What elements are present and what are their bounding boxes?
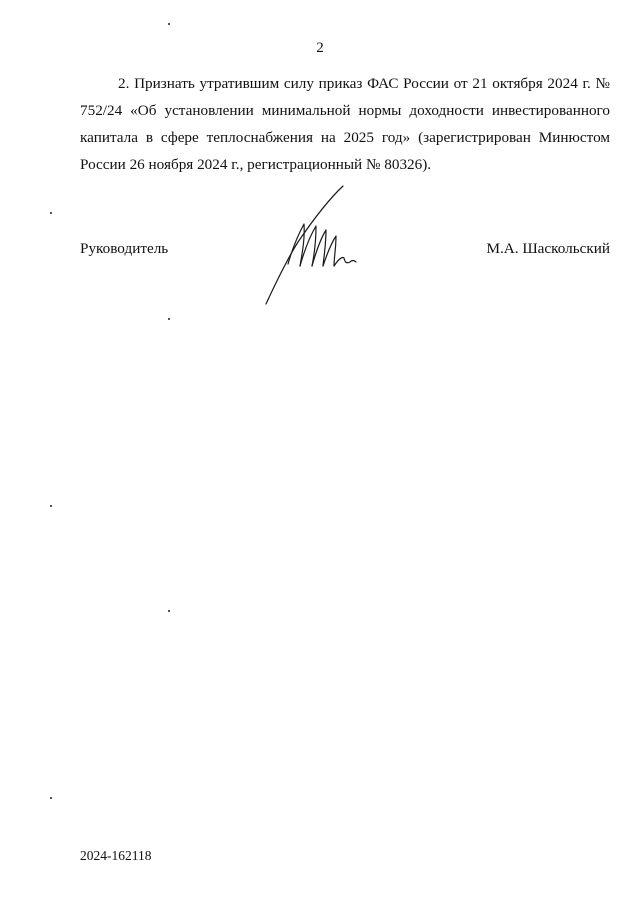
- order-paragraph: 2. Признать утратившим силу приказ ФАС России от 21 октября 2024 г. № 752/24 «Об установлении минимальной нормы доходности инвестированного капитала в сфере теплоснабжения на 2025 год» (зарегистрирован Минюстом России 26 ноября 2024 г., регистрационный № 80326).: [80, 75, 610, 173]
- page-number: 2: [316, 40, 324, 56]
- scan-speck: [50, 505, 52, 507]
- scan-speck: [168, 610, 170, 612]
- handwritten-signature: [258, 180, 368, 310]
- scan-speck: [168, 23, 170, 25]
- signatory-role: Руководитель: [80, 240, 169, 257]
- document-registration-number: 2024-162118: [80, 848, 152, 863]
- scan-speck: [50, 797, 52, 799]
- scan-speck: [50, 212, 52, 214]
- signatory-name: М.А. Шаскольский: [486, 240, 610, 257]
- scan-speck: [168, 318, 170, 320]
